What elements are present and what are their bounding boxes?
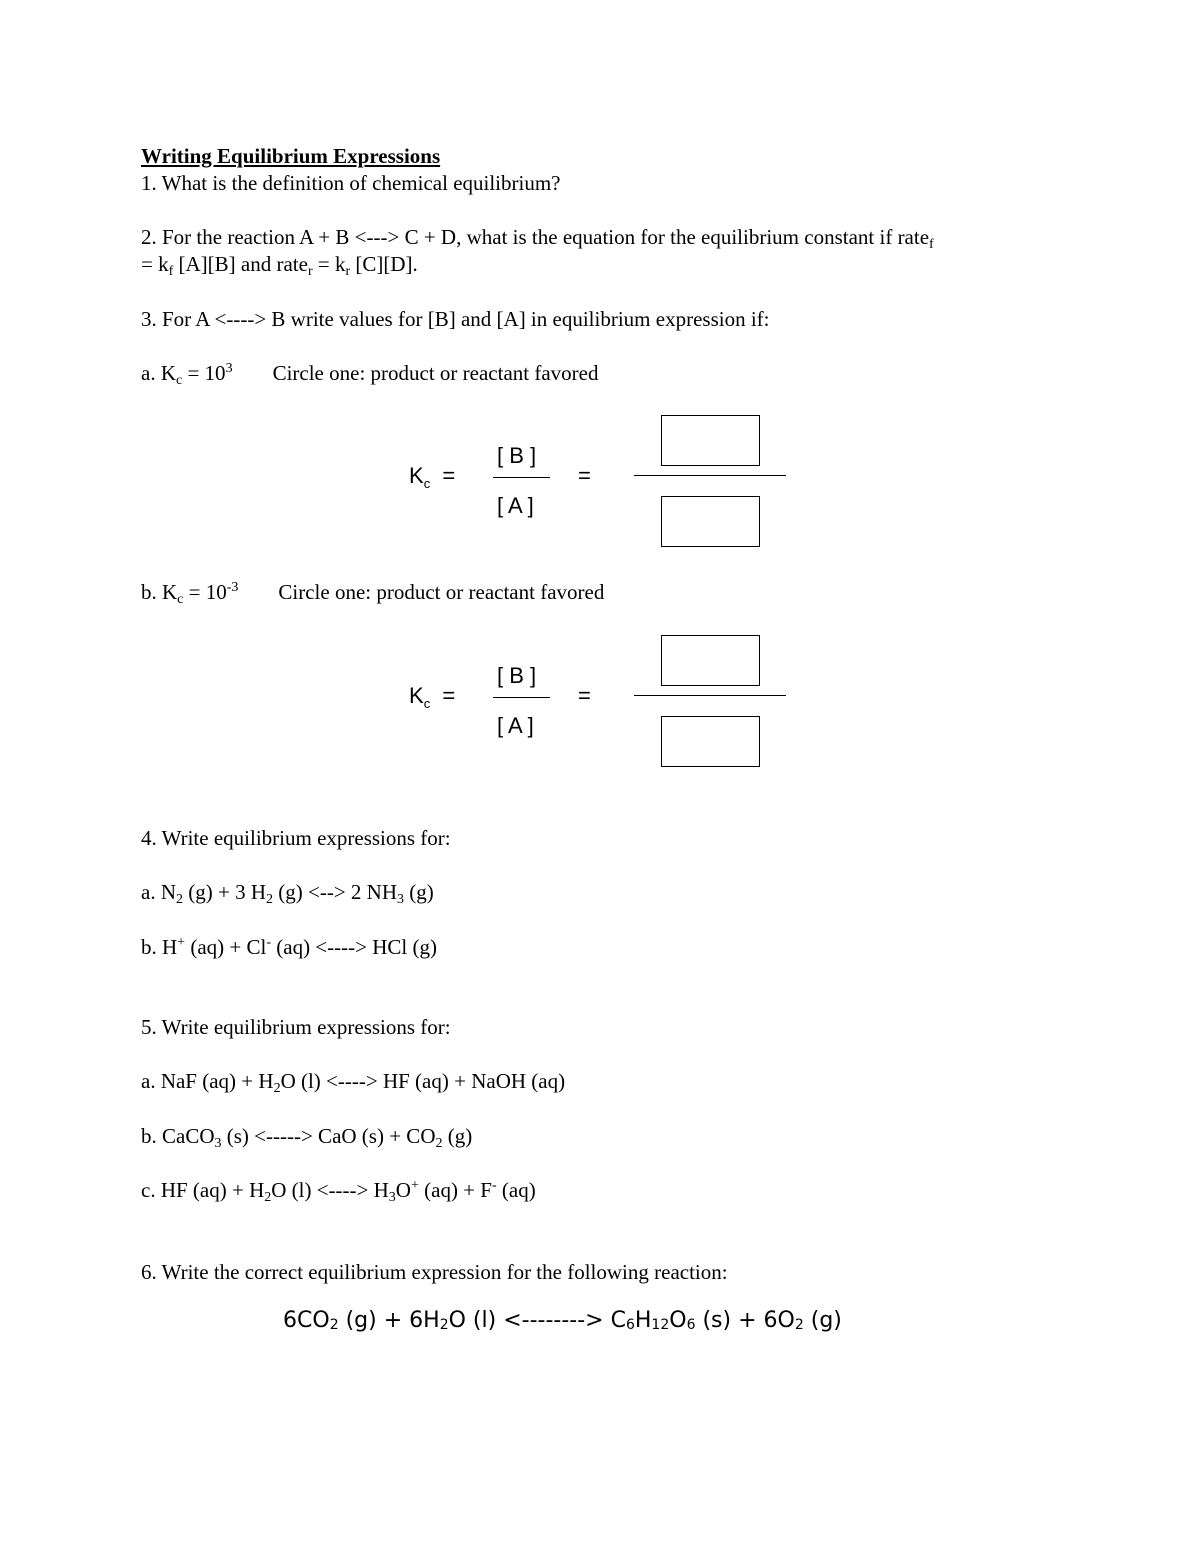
kc-expression-a — [0, 415, 1200, 555]
question-2-line-2: = $k_f$ [A][B] and rate$_r$ = $k_r$ [C][D]. — [141, 252, 418, 279]
kc-expression-b — [0, 635, 1200, 775]
question-3a: a. $K_c = 10^3$ Circle one: product or reactant favored — [141, 361, 599, 388]
question-4b: b. H+ (aq) + Cl- (aq) <----> HCl (g) — [141, 935, 437, 959]
question-1: 1. What is the definition of chemical equilibrium? — [141, 171, 561, 195]
answer-fraction-bar — [634, 475, 786, 476]
answer-box-denominator[interactable] — [661, 496, 760, 547]
kc-label: $K_c$ = — [409, 683, 456, 711]
question-6: 6. Write the correct equilibrium expression for the following reaction: — [141, 1260, 728, 1284]
question-4a: a. $N_2$ (g) + 3 $H_2$ (g) <--> 2 $NH_3$ (g) — [141, 880, 434, 907]
numerator: [ B ] — [497, 443, 537, 468]
kc-label: $K_c$ = — [409, 463, 456, 491]
fraction-bar — [493, 697, 550, 698]
answer-box-numerator[interactable] — [661, 635, 760, 686]
question-6-reaction: $6CO_2$ $(g) + 6H_2O$ (l) <--------> $C_6H_{12}O_6$ $(s) + 6O_2$ (g) — [283, 1308, 842, 1333]
answer-fraction-bar — [634, 695, 786, 696]
question-5a: a. NaF $(aq) + H_2O$ (l) <----> HF (aq) + NaOH (aq) — [141, 1069, 566, 1096]
question-5c: c. HF $(aq) + H_2O$ (l) <----> $H_3O^+$ (aq) + F- (aq) — [141, 1178, 536, 1205]
question-3: 3. For A <----> B write values for [B] and [A] in equilibrium expression if: — [141, 307, 770, 331]
question-4: 4. Write equilibrium expressions for: — [141, 826, 451, 850]
answer-box-denominator[interactable] — [661, 716, 760, 767]
answer-box-numerator[interactable] — [661, 415, 760, 466]
fraction-bar — [493, 477, 550, 478]
question-5: 5. Write equilibrium expressions for: — [141, 1015, 451, 1039]
equals-sign: = — [578, 463, 591, 488]
equals-sign: = — [578, 683, 591, 708]
question-5b: b. CaCO$_3$ (s) <-----> CaO $(s) + CO_2$ (g) — [141, 1124, 473, 1151]
denominator: [ A ] — [497, 713, 534, 738]
numerator: [ B ] — [497, 663, 537, 688]
question-3b: b. $K_c = 10^{-3}$ Circle one: product or reactant favored — [141, 580, 605, 607]
denominator: [ A ] — [497, 493, 534, 518]
page-title: Writing Equilibrium Expressions — [141, 144, 441, 168]
question-2-line-1: 2. For the reaction A + B <---> C + D, what is the equation for the equilibrium constant if rate$_f$ — [141, 225, 934, 252]
